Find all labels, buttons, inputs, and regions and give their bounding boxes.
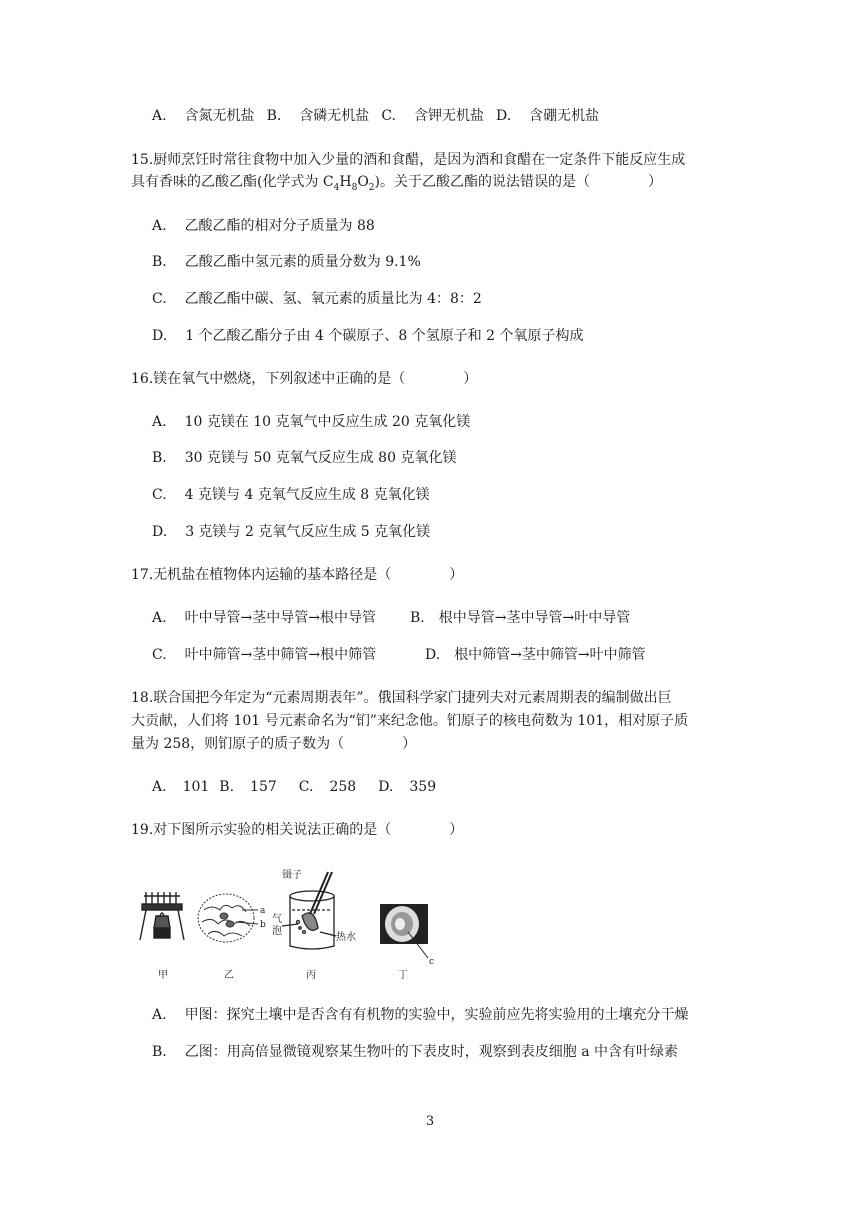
option-text: 10 克镁在 10 克氧气中反应生成 20 克氧化镁 <box>184 414 471 430</box>
q18-option-a-text: 101 <box>182 779 210 795</box>
option-letter: B. <box>152 450 167 466</box>
q19-option-b <box>152 1042 678 1062</box>
figure-ding-section <box>380 904 428 958</box>
option-text: 乙酸乙酯中碳、氢、氧元素的质量比为 4：8：2 <box>184 291 482 307</box>
experiment-figure <box>132 866 442 986</box>
q19-option-a <box>152 1005 689 1025</box>
q15-close-paren: ） <box>648 174 662 190</box>
formula-o: O <box>357 174 369 190</box>
q18-stem-line2: 大贡献，人们将 101 号元素命名为“钔”来纪念他。钔原子的核电荷数为 101，相对原子质 <box>131 713 689 729</box>
figure-bing-beaker <box>282 872 336 949</box>
option-letter: B. <box>152 254 167 270</box>
q15-option-a <box>152 216 375 236</box>
q17-close-paren: ） <box>449 567 464 583</box>
q14-option-a-text: 含氮无机盐 <box>184 108 255 124</box>
formula-h: H <box>339 174 352 190</box>
formula-sub-c: 4 <box>333 182 340 193</box>
q18-option-d-text: 359 <box>409 779 437 795</box>
option-letter: B. <box>152 1044 167 1060</box>
q17-option-a <box>152 608 376 628</box>
option-text: 乙图：用高倍显微镜观察某生物叶的下表皮时，观察到表皮细胞 a 中含有叶绿素 <box>184 1044 678 1060</box>
q18-option-c-letter: C. <box>298 779 314 795</box>
formula-sub-o: 2 <box>368 182 375 193</box>
q18-close-paren: ） <box>402 736 417 752</box>
formula-sub-h: 8 <box>351 182 358 193</box>
q17-option-d <box>425 645 646 665</box>
figure-label-a: a <box>260 906 266 916</box>
figure-caption-bing: 丙 <box>306 970 316 981</box>
figure-caption-yi: 乙 <box>224 970 234 981</box>
q15-option-b <box>152 252 421 272</box>
q14-option-c-letter: C. <box>381 108 396 124</box>
q15-stem-line2 <box>131 172 662 198</box>
option-text: 叶中筛管→茎中筛管→根中筛管 <box>184 647 377 663</box>
option-text: 根中筛管→茎中筛管→叶中筛管 <box>454 647 646 663</box>
option-letter: A. <box>152 610 167 626</box>
option-text: 30 克镁与 50 克氧气反应生成 80 克氧化镁 <box>184 450 457 466</box>
q19-close-paren: ） <box>449 822 464 838</box>
figure-label-bubbles-2: 泡 <box>272 926 282 937</box>
q14-option-c-text: 含钾无机盐 <box>413 108 484 124</box>
q18-stem-line3-text: 量为 258，则钔原子的质子数为（ <box>131 736 345 752</box>
q18-stem-line3 <box>131 734 416 754</box>
q16-close-paren: ） <box>463 371 478 387</box>
figure-jia-apparatus <box>140 892 184 940</box>
q16-stem-text: 16.镁在氧气中燃烧，下列叙述中正确的是（ <box>131 371 406 387</box>
figure-caption-ding: 丁 <box>398 970 408 981</box>
option-letter: C. <box>152 291 167 307</box>
option-letter: C. <box>152 647 167 663</box>
q18-stem-line1: 18.联合国把今年定为“元素周期表年”。俄国科学家门捷列夫对元素周期表的编制做出巨 <box>131 690 672 706</box>
option-letter: A. <box>152 1007 167 1023</box>
q14-option-a-letter: A. <box>152 108 167 124</box>
option-letter: B. <box>410 610 425 626</box>
q18-option-b-letter: B. <box>219 779 235 795</box>
option-text: 乙酸乙酯的相对分子质量为 88 <box>184 218 375 234</box>
option-letter: A. <box>152 414 167 430</box>
q14-option-d-text: 含硼无机盐 <box>529 108 600 124</box>
figure-caption-jia: 甲 <box>158 970 168 981</box>
figure-label-c: c <box>429 957 435 967</box>
figure-label-bubbles-1: 气 <box>272 914 282 925</box>
page-number: 3 <box>425 1114 435 1129</box>
q17-stem <box>131 565 463 585</box>
q14-option-d-letter: D. <box>495 108 512 124</box>
option-text: 根中导管→茎中导管→叶中导管 <box>438 610 631 626</box>
q17-option-b <box>410 608 630 628</box>
q19-stem-text: 19.对下图所示实验的相关说法正确的是（ <box>131 822 392 838</box>
q18-options-row <box>152 777 436 797</box>
q18-option-c-text: 258 <box>329 779 357 795</box>
q14-option-b-letter: B. <box>266 108 282 124</box>
q18-option-d-letter: D. <box>378 779 394 795</box>
q15-stem-line2-end: )。关于乙酸乙酯的说法错误的是（ <box>374 174 590 190</box>
option-letter: A. <box>152 218 167 234</box>
q18-option-b-text: 157 <box>250 779 277 795</box>
q16-stem <box>131 369 477 389</box>
q16-option-b <box>152 448 456 468</box>
option-text: 1 个乙酸乙酯分子由 4 个碳原子、8 个氢原子和 2 个氧原子构成 <box>185 328 584 344</box>
q16-option-a <box>152 412 470 432</box>
q17-option-c <box>152 645 376 665</box>
figure-label-b: b <box>260 920 266 930</box>
q15-stem-line1: 15.厨师烹饪时常往食物中加入少量的酒和食醋，是因为酒和食醋在一定条件下能反应生成 <box>131 152 686 168</box>
option-letter: D. <box>425 647 441 663</box>
option-letter: C. <box>152 487 167 503</box>
figure-label-tweezers: 镊子 <box>282 870 302 881</box>
option-text: 3 克镁与 2 克氧气反应生成 5 克氧化镁 <box>185 524 431 540</box>
option-text: 甲图：探究土壤中是否含有有机物的实验中，实验前应先将实验用的土壤充分干燥 <box>184 1007 689 1023</box>
option-text: 乙酸乙酯中氢元素的质量分数为 9.1% <box>184 254 421 270</box>
q16-option-d <box>152 522 430 542</box>
q18-option-a-letter: A. <box>152 779 167 795</box>
q14-options-row <box>152 106 599 126</box>
q15-option-d <box>152 326 584 346</box>
figure-label-hotwater: 热水 <box>336 932 356 943</box>
option-letter: D. <box>152 328 168 344</box>
option-text: 4 克镁与 4 克氧气反应生成 8 克氧化镁 <box>184 487 430 503</box>
q14-option-b-text: 含磷无机盐 <box>299 108 370 124</box>
option-text: 叶中导管→茎中导管→根中导管 <box>184 610 377 626</box>
q16-option-c <box>152 485 430 505</box>
q19-stem <box>131 820 463 840</box>
figure-yi-cells <box>198 894 258 942</box>
q15-stem-line2-start: 具有香味的乙酸乙酯(化学式为 C <box>131 174 334 190</box>
q17-stem-text: 17.无机盐在植物体内运输的基本路径是（ <box>131 567 392 583</box>
q15-option-c <box>152 289 482 309</box>
option-letter: D. <box>152 524 168 540</box>
